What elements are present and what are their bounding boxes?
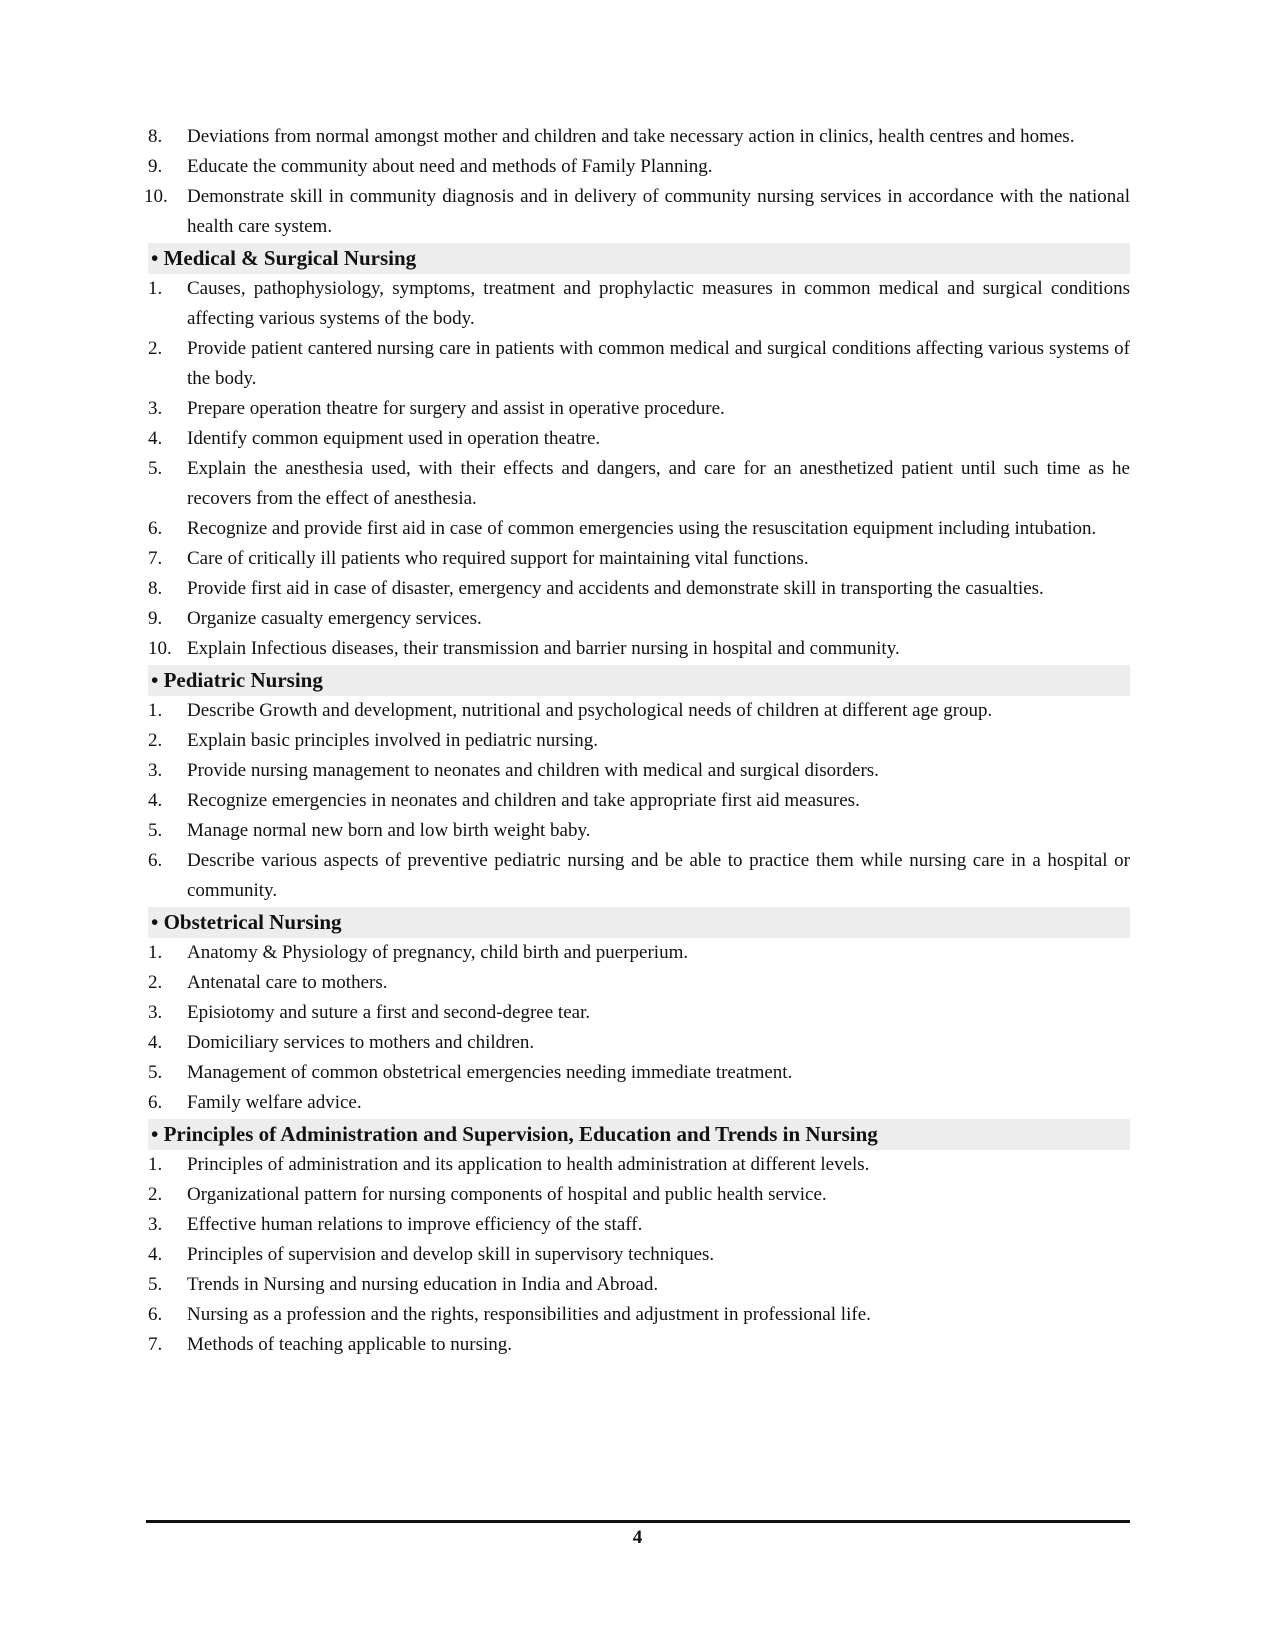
list-item-text: Deviations from normal amongst mother and children and take necessary action in clinics, health centres and homes.	[187, 126, 1075, 147]
list-item-number: 9.	[148, 608, 163, 629]
list-item-number: 6.	[148, 850, 163, 871]
list-item	[148, 1210, 1130, 1240]
list-item-text: Methods of teaching applicable to nursing.	[187, 1334, 513, 1355]
list-item-text: Episiotomy and suture a first and second-degree tear.	[187, 1002, 591, 1023]
list-item-number: 5.	[148, 458, 163, 479]
list-item	[148, 604, 1130, 634]
list-item-number: 5.	[148, 820, 163, 841]
sections-container	[148, 243, 1130, 1360]
list-item	[148, 122, 1130, 152]
list-item	[148, 998, 1130, 1028]
list-item-number: 4.	[148, 428, 163, 449]
list-item	[148, 394, 1130, 424]
list-item	[148, 1180, 1130, 1210]
list-item-number: 7.	[148, 548, 163, 569]
intro-list	[144, 122, 1130, 242]
list-item-number: 2.	[148, 1184, 163, 1205]
list-item-text: Antenatal care to mothers.	[187, 972, 388, 993]
list-item-number: 7.	[148, 1334, 163, 1355]
list-item	[148, 1240, 1130, 1270]
list-item-text: Explain basic principles involved in pediatric nursing.	[187, 730, 599, 751]
list-item	[148, 786, 1130, 816]
list-item-number: 5.	[148, 1062, 163, 1083]
list-item-text: Causes, pathophysiology, symptoms, treatment and prophylactic measures in common medical and surgical conditions affecting various systems of the body.	[187, 278, 1130, 329]
list-item-text: Nursing as a profession and the rights, responsibilities and adjustment in professional life.	[187, 1304, 871, 1325]
list-item-text: Principles of administration and its application to health administration at different levels.	[187, 1154, 870, 1175]
list-item-text: Care of critically ill patients who required support for maintaining vital functions.	[187, 548, 809, 569]
list-item-number: 3.	[148, 1214, 163, 1235]
list-item-text: Provide first aid in case of disaster, emergency and accidents and demonstrate skill in transporting the casualties.	[187, 578, 1044, 599]
list-item	[148, 1270, 1130, 1300]
section	[148, 1119, 1130, 1360]
list-item-number: 6.	[148, 1092, 163, 1113]
list-item	[144, 182, 1130, 242]
document-body	[144, 122, 1130, 1360]
list-item-text: Trends in Nursing and nursing education in India and Abroad.	[187, 1274, 659, 1295]
list-item-text: Recognize and provide first aid in case of common emergencies using the resuscitation equipment including intubation.	[187, 518, 1097, 539]
list-item-text: Explain the anesthesia used, with their effects and dangers, and care for an anesthetized patient until such time as he recovers from the effect of anesthesia.	[187, 458, 1130, 509]
list-item	[148, 274, 1130, 334]
section	[148, 665, 1130, 906]
section	[148, 243, 1130, 664]
list-item-text: Family welfare advice.	[187, 1092, 362, 1113]
list-item-text: Domiciliary services to mothers and children.	[187, 1032, 535, 1053]
list-item-text: Explain Infectious diseases, their transmission and barrier nursing in hospital and community.	[187, 638, 900, 659]
list-item-number: 5.	[148, 1274, 163, 1295]
list-item	[148, 544, 1130, 574]
list-item-text: Provide nursing management to neonates and children with medical and surgical disorders.	[187, 760, 879, 781]
list-item-number: 6.	[148, 1304, 163, 1325]
list-item	[148, 726, 1130, 756]
list-item	[148, 634, 1130, 664]
list-item	[148, 1300, 1130, 1330]
list-item-number: 6.	[148, 518, 163, 539]
list-item-number: 1.	[148, 942, 163, 963]
list-item-text: Principles of supervision and develop skill in supervisory techniques.	[187, 1244, 715, 1265]
section-heading: • Medical & Surgical Nursing	[148, 243, 1130, 274]
list-item	[148, 514, 1130, 544]
list-item-text: Describe Growth and development, nutritional and psychological needs of children at different age group.	[187, 700, 993, 721]
footer-rule	[146, 1520, 1130, 1523]
list-item-text: Describe various aspects of preventive pediatric nursing and be able to practice them while nursing care in a hospital or community.	[187, 850, 1130, 901]
list-item-number: 8.	[148, 126, 163, 147]
section-heading: • Obstetrical Nursing	[148, 907, 1130, 938]
page-number: 4	[632, 1527, 643, 1548]
list-item	[148, 1028, 1130, 1058]
list-item	[148, 1088, 1130, 1118]
list-item-number: 4.	[148, 1244, 163, 1265]
list-item-text: Provide patient cantered nursing care in patients with common medical and surgical conditions affecting various systems of the body.	[187, 338, 1130, 389]
list-item-number: 4.	[148, 790, 163, 811]
list-item-number: 1.	[148, 700, 163, 721]
list-item-number: 8.	[148, 578, 163, 599]
list-item-number: 9.	[148, 156, 163, 177]
list-item-text: Educate the community about need and methods of Family Planning.	[187, 156, 713, 177]
list-item-text: Recognize emergencies in neonates and children and take appropriate first aid measures.	[187, 790, 860, 811]
list-item-number: 4.	[148, 1032, 163, 1053]
list-item-text: Prepare operation theatre for surgery and assist in operative procedure.	[187, 398, 725, 419]
list-item-text: Identify common equipment used in operation theatre.	[187, 428, 601, 449]
list-item-text: Anatomy & Physiology of pregnancy, child birth and puerperium.	[187, 942, 689, 963]
list-item-text: Manage normal new born and low birth weight baby.	[187, 820, 591, 841]
list-item	[148, 938, 1130, 968]
list-item	[148, 1150, 1130, 1180]
list-item	[148, 424, 1130, 454]
list-item-text: Organizational pattern for nursing components of hospital and public health service.	[187, 1184, 827, 1205]
list-item-number: 3.	[148, 1002, 163, 1023]
list-item	[148, 756, 1130, 786]
list-item	[148, 968, 1130, 998]
list-item	[148, 454, 1130, 514]
list-item	[148, 1330, 1130, 1360]
list-item	[148, 846, 1130, 906]
list-item-text: Effective human relations to improve efficiency of the staff.	[187, 1214, 643, 1235]
list-item-number: 10.	[148, 638, 172, 659]
list-item	[148, 816, 1130, 846]
list-item	[148, 696, 1130, 726]
list-item	[148, 152, 1130, 182]
list-item-text: Management of common obstetrical emergencies needing immediate treatment.	[187, 1062, 793, 1083]
list-item-number: 1.	[148, 278, 163, 299]
section	[148, 907, 1130, 1118]
list-item	[148, 574, 1130, 604]
list-item	[148, 334, 1130, 394]
list-item-number: 2.	[148, 730, 163, 751]
list-item-number: 10.	[144, 186, 168, 207]
list-item-number: 2.	[148, 338, 163, 359]
section-heading: • Principles of Administration and Supervision, Education and Trends in Nursing	[148, 1119, 1130, 1150]
list-item-number: 3.	[148, 398, 163, 419]
list-item-number: 2.	[148, 972, 163, 993]
list-item-text: Organize casualty emergency services.	[187, 608, 482, 629]
list-item	[148, 1058, 1130, 1088]
list-item-number: 1.	[148, 1154, 163, 1175]
list-item-number: 3.	[148, 760, 163, 781]
list-item-text: Demonstrate skill in community diagnosis and in delivery of community nursing services in accordance with the national health care system.	[187, 186, 1130, 237]
section-heading: • Pediatric Nursing	[148, 665, 1130, 696]
